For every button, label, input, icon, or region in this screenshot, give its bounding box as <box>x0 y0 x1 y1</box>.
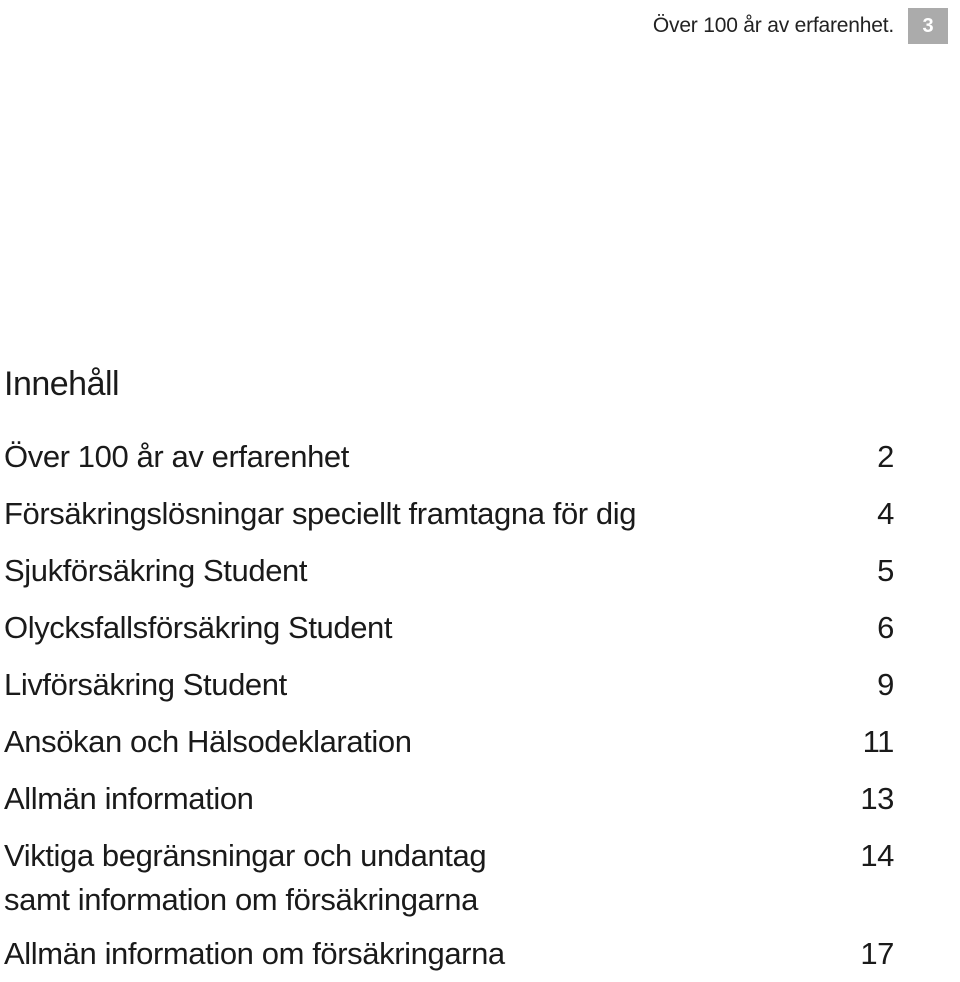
toc-entry-page: 5 <box>877 553 894 588</box>
running-title: Över 100 år av erfarenhet. <box>652 14 894 37</box>
toc-entry-page: 4 <box>877 496 894 531</box>
toc-entry-title: Livförsäkring Student <box>4 667 287 702</box>
toc-entry-title: Sjukförsäkring Student <box>4 553 308 588</box>
toc-entry[interactable] <box>4 599 894 656</box>
toc-entry-title: Ansökan och Hälsodeklaration <box>4 724 412 759</box>
toc-entry-page: 14 <box>860 838 894 873</box>
toc-entry-title: Allmän information om försäkringarna <box>4 936 505 971</box>
toc-entry-title: Över 100 år av erfarenhet <box>4 439 349 474</box>
toc-entry-page: 11 <box>862 724 894 759</box>
running-header <box>653 8 948 44</box>
toc-entry[interactable] <box>4 770 894 827</box>
toc-entry[interactable] <box>4 925 894 982</box>
toc-entry-page: 17 <box>860 936 894 971</box>
toc-entry[interactable] <box>4 485 894 542</box>
toc-entry[interactable] <box>4 428 894 485</box>
toc-list <box>4 428 894 982</box>
toc-entry-title: Allmän information <box>4 781 254 816</box>
toc-entry-title-line: samt information om försäkringarna <box>4 882 478 917</box>
toc-entry-page: 6 <box>877 610 894 645</box>
toc-entry-page: 9 <box>877 667 894 702</box>
table-of-contents <box>4 360 894 982</box>
toc-entry[interactable] <box>4 542 894 599</box>
toc-entry-title: Försäkringslösningar speciellt framtagna för dig <box>4 496 637 531</box>
page-number-badge: 3 <box>908 8 948 44</box>
toc-entry[interactable] <box>4 713 894 770</box>
toc-entry-title <box>4 834 486 922</box>
toc-entry-title-line: Viktiga begränsningar och undantag <box>4 838 487 873</box>
toc-entry-page: 2 <box>877 439 894 474</box>
toc-entry[interactable] <box>4 827 894 925</box>
toc-entry-title: Olycksfallsförsäkring Student <box>4 610 393 645</box>
toc-entry-page: 13 <box>860 781 894 816</box>
toc-entry[interactable] <box>4 656 894 713</box>
toc-heading: Innehåll <box>4 365 120 403</box>
